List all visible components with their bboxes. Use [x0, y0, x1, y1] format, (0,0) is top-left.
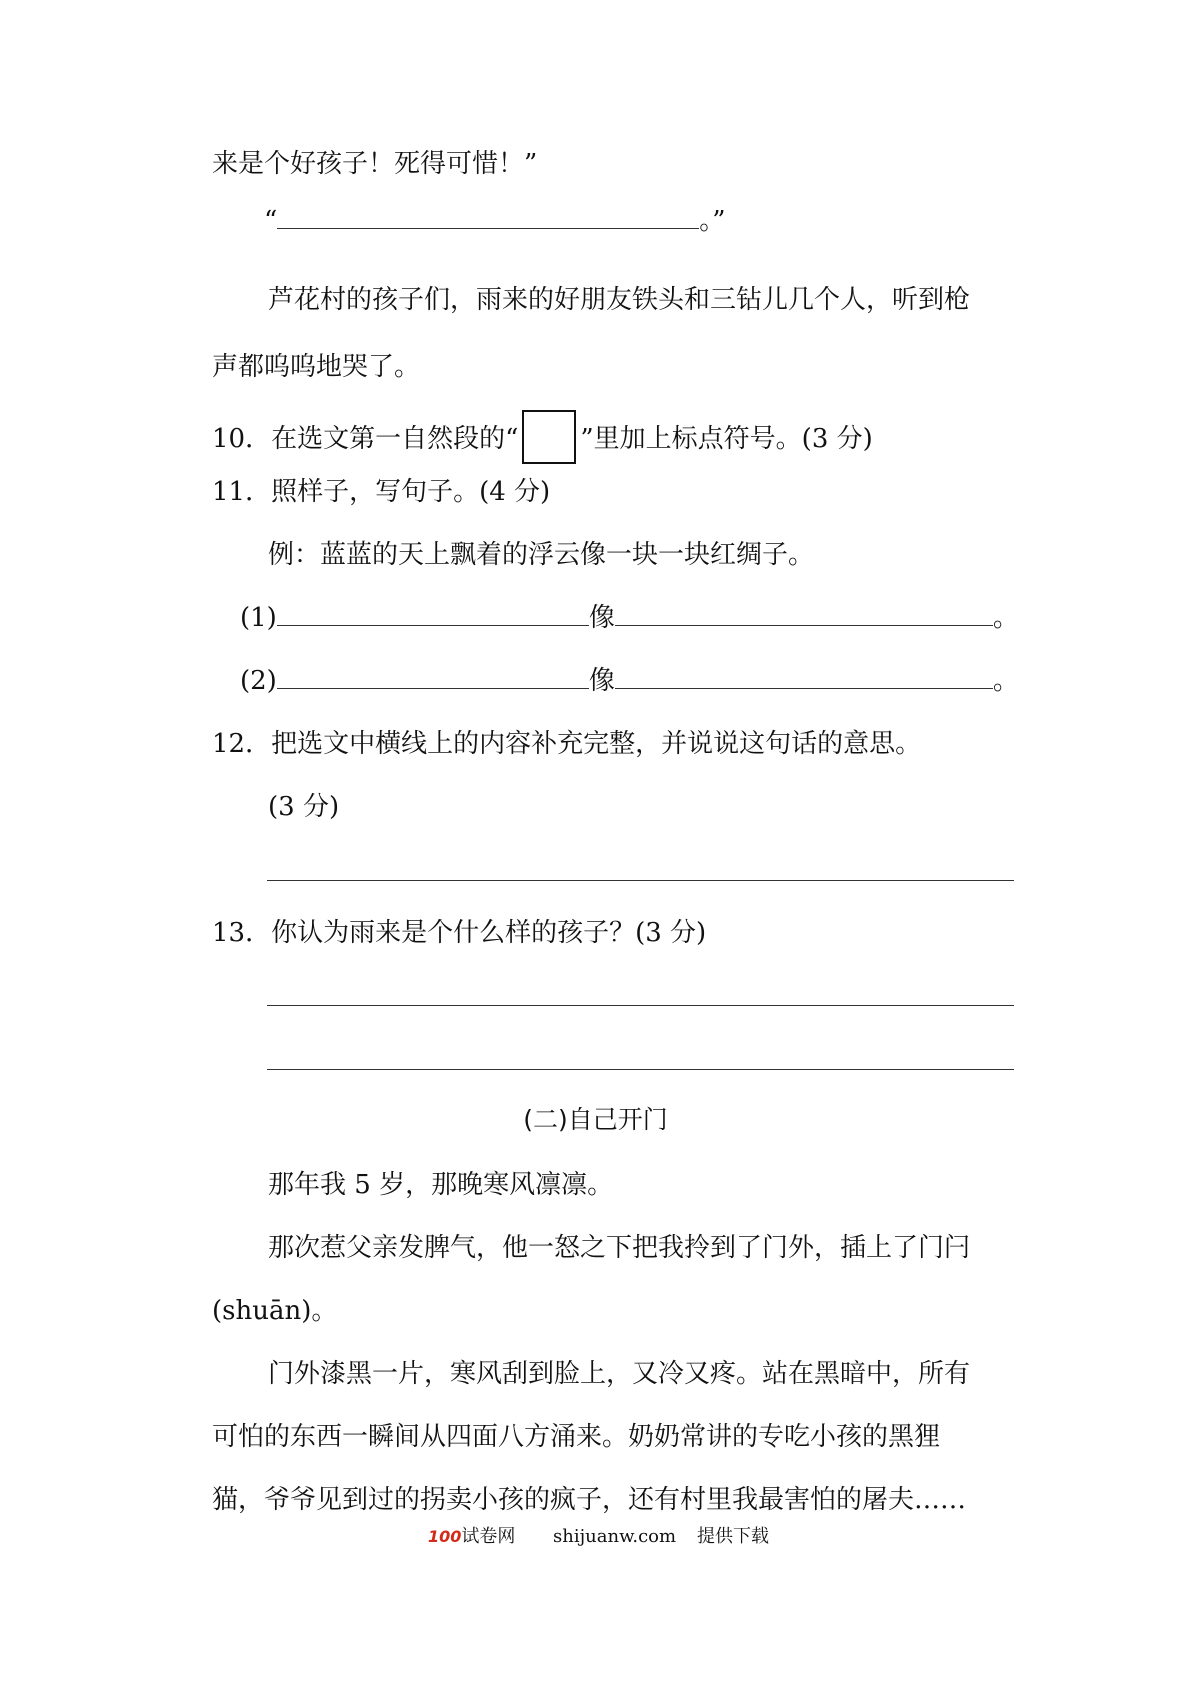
- period: 。: [992, 666, 1019, 696]
- quote-open: “: [264, 206, 278, 236]
- footer-site[interactable]: shijuanw.com: [553, 1526, 677, 1547]
- question-10: [212, 413, 873, 467]
- brand-logo-number: 100: [428, 1527, 462, 1546]
- answer-line[interactable]: [267, 1005, 1014, 1006]
- question-13: 13．你认为雨来是个什么样的孩子？(3 分): [212, 918, 707, 948]
- passage-line: 芦花村的孩子们，雨来的好朋友铁头和三钻儿几个人，听到枪: [268, 285, 971, 315]
- brand-text: 试卷网: [461, 1526, 516, 1547]
- answer-blank[interactable]: [615, 666, 993, 689]
- question-11-item-2: [240, 665, 1019, 697]
- xiang-label: 像: [588, 603, 615, 633]
- passage-line: (shuān)。: [212, 1296, 338, 1326]
- footer-download: 提供下载: [697, 1526, 769, 1547]
- period: 。: [992, 603, 1019, 633]
- item-label: (1): [240, 603, 277, 633]
- quote-close: 。”: [699, 206, 726, 236]
- passage-line: 声都呜呜地哭了。: [212, 352, 421, 382]
- passage-line: 可怕的东西一瞬间从四面八方涌来。奶奶常讲的专吃小孩的黑狸: [212, 1422, 941, 1452]
- answer-blank[interactable]: [277, 603, 589, 626]
- question-10-text-before: 10．在选文第一自然段的“: [212, 424, 519, 454]
- question-11-item-1: [240, 602, 1019, 634]
- item-label: (2): [240, 666, 277, 696]
- passage-line: 猫，爷爷见到过的拐卖小孩的疯子，还有村里我最害怕的屠夫……: [212, 1485, 967, 1515]
- passage-line: 那年我 5 岁，那晚寒风凛凛。: [268, 1170, 614, 1200]
- passage-line: 那次惹父亲发脾气，他一怒之下把我拎到了门外，插上了门闩: [268, 1233, 971, 1263]
- question-11-example: 例：蓝蓝的天上飘着的浮云像一块一块红绸子。: [268, 540, 815, 570]
- section-heading: (二)自己开门: [523, 1105, 668, 1134]
- answer-line[interactable]: [267, 1069, 1014, 1070]
- question-12: 12．把选文中横线上的内容补充完整，并说说这句话的意思。: [212, 729, 922, 759]
- passage-line: 来是个好孩子！死得可惜！”: [212, 149, 538, 179]
- answer-blank[interactable]: [277, 666, 589, 689]
- question-11: 11．照样子，写句子。(4 分): [212, 477, 551, 507]
- footer-brand: [428, 1525, 515, 1549]
- question-10-text-after: ”里加上标点符号。(3 分): [580, 424, 873, 454]
- question-12-score: (3 分): [268, 792, 340, 822]
- punctuation-answer-box[interactable]: [522, 410, 576, 464]
- fill-quote-line: [264, 205, 726, 237]
- passage-blank[interactable]: [277, 206, 699, 229]
- answer-blank[interactable]: [615, 603, 993, 626]
- answer-line[interactable]: [267, 880, 1014, 881]
- xiang-label: 像: [588, 666, 615, 696]
- passage-line: 门外漆黑一片，寒风刮到脸上，又冷又疼。站在黑暗中，所有: [268, 1359, 971, 1389]
